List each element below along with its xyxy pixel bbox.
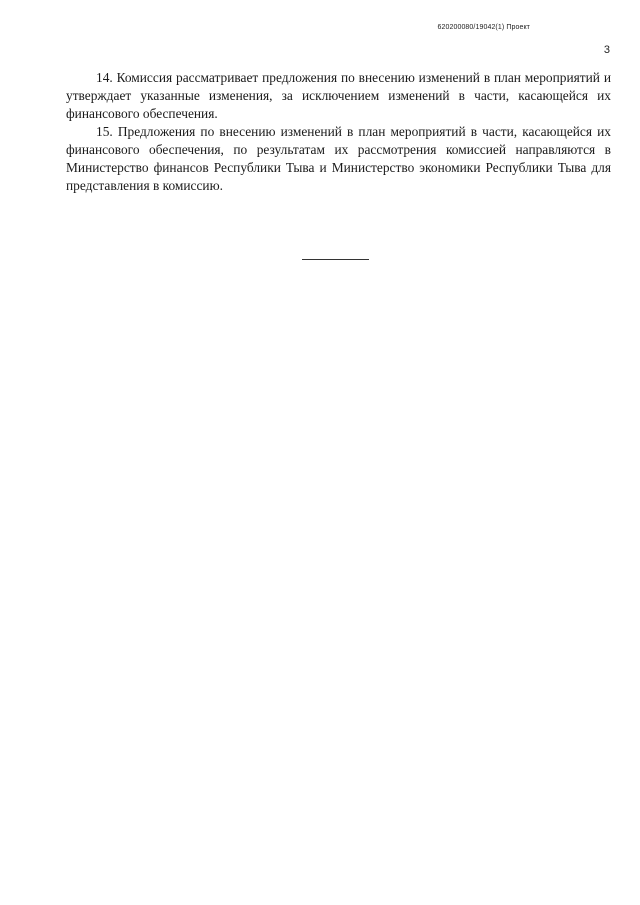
end-of-document-rule: [302, 259, 369, 260]
paragraph-15: 15. Предложения по внесению изменений в план мероприятий в части, касающейся их финансового обеспечения, по результатам их рассмотрения комиссией направляются в Министерство финансов Республики Тыва и Министерство экономики Республики Тыва для представления в комиссию.: [66, 124, 611, 193]
paragraph-14: 14. Комиссия рассматривает предложения по внесению изменений в план мероприятий и утверждает указанные изменения, за исключением изменений в части, касающейся их финансового обеспечения.: [66, 70, 611, 121]
document-body: [66, 69, 611, 195]
document-code: 620200080/19042(1) Проект: [437, 24, 530, 31]
page-number: 3: [603, 44, 610, 56]
